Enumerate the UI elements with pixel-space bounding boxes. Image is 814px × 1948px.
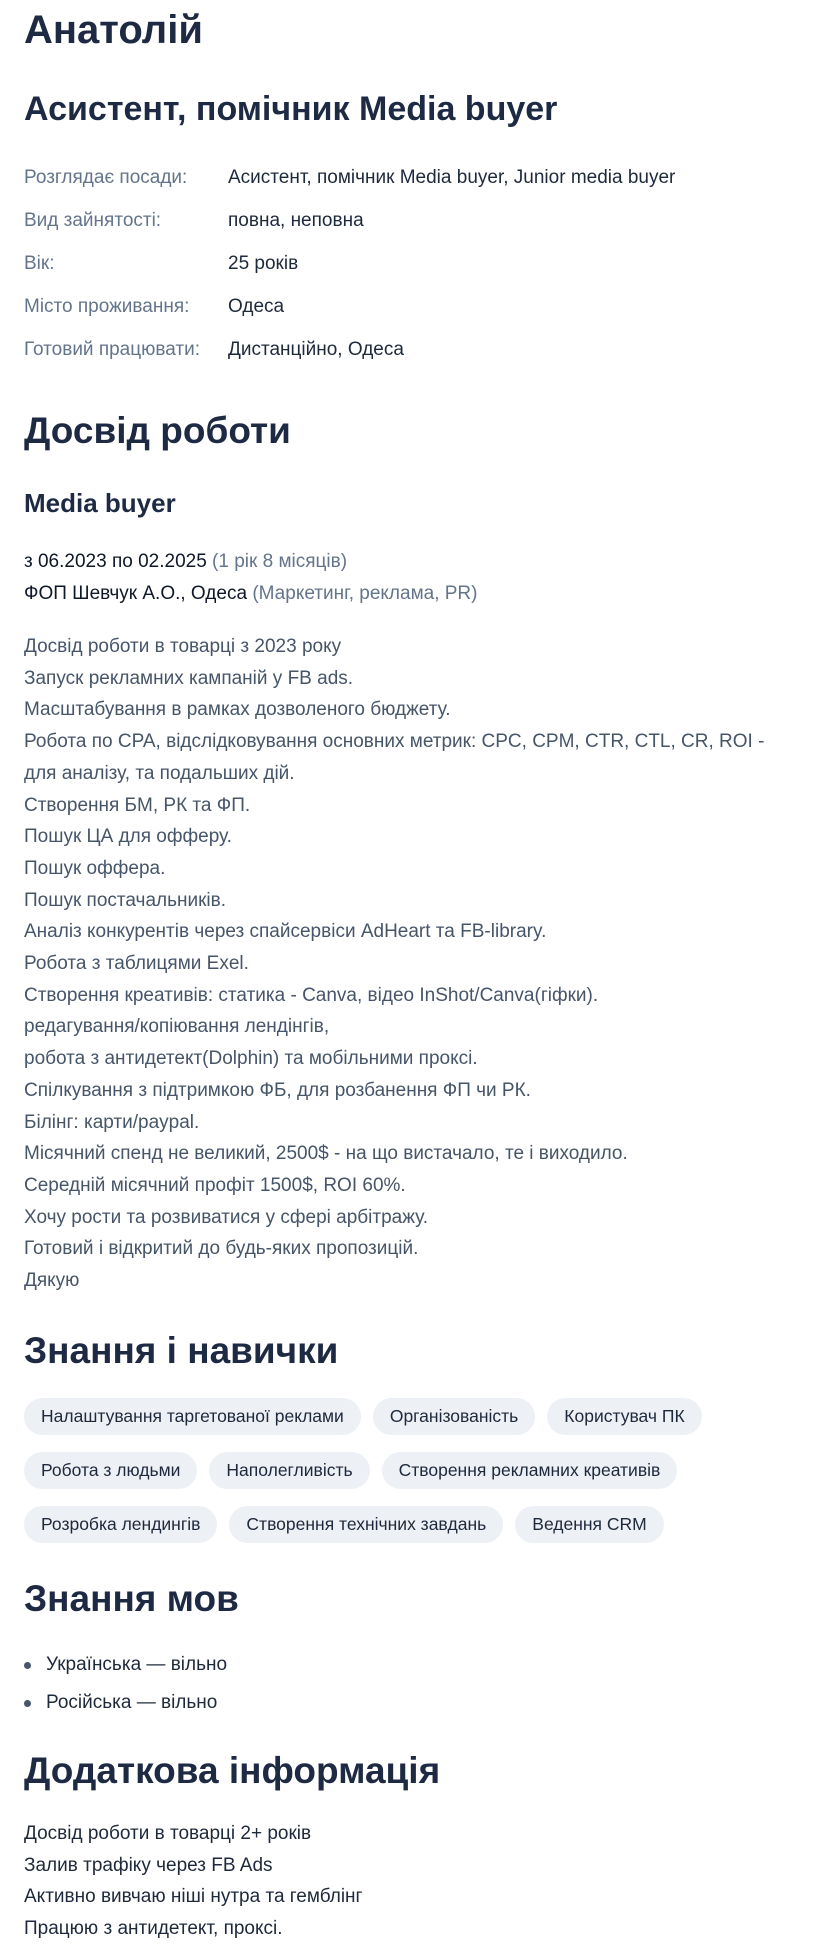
job-period: з 06.2023 по 02.2025 [24,551,207,572]
skill-chip: Організованість [373,1398,535,1435]
detail-label: Місто проживання: [24,295,190,317]
languages-heading: Знання мов [24,1578,239,1619]
detail-value: Асистент, помічник Media buyer, Junior media buyer [228,166,676,188]
description-line: Спілкування з підтримкою ФБ, для розбанення ФП чи РК. [24,1079,531,1101]
detail-row-employment [24,199,784,242]
experience-heading: Досвід роботи [24,410,291,451]
detail-row-ready-to-work [24,328,784,371]
additional-info-line: Працюю з антидетект, проксі. [24,1918,283,1940]
description-line: Робота з таблицями Exel. [24,953,249,975]
job-title: Media buyer [24,488,176,518]
additional-info-line: Активно вивчаю ніші нутра та гемблінг [24,1886,363,1908]
language-item [24,1646,227,1684]
detail-row-age [24,242,784,285]
candidate-details [24,156,784,371]
skill-chip: Розробка лендингів [24,1506,217,1543]
job-duration: (1 рік 8 місяців) [212,551,348,572]
description-line: Запуск рекламних кампаній у FB ads. [24,667,354,689]
detail-value: Дистанційно, Одеса [228,338,404,360]
description-line: Пошук оффера. [24,857,166,879]
skill-chip: Налаштування таргетованої реклами [24,1398,361,1435]
description-line: Масштабування в рамках дозволеного бюджету. [24,699,451,721]
detail-row-city [24,285,784,328]
description-line: Створення креативів: статика - Canva, відео InShot/Canva(гіфки). [24,984,599,1006]
detail-label: Вік: [24,252,55,274]
bullet-icon [24,1662,31,1669]
job-industry: (Маркетинг, реклама, PR) [252,583,478,604]
job-company: ФОП Шевчук А.О., Одеса [24,583,248,604]
job-company-line [24,578,477,610]
additional-info [24,1818,362,1945]
bullet-icon [24,1700,31,1707]
description-line: Хочу рости та розвиватися у сфері арбітражу. [24,1206,429,1228]
skills-heading: Знання і навички [24,1330,339,1371]
language-text: Російська — вільно [46,1692,218,1713]
job-period-line [24,546,477,578]
description-line: Пошук ЦА для офферу. [24,826,232,848]
skills-list [24,1398,794,1543]
detail-value: повна, неповна [228,209,364,231]
description-line: Готовий і відкритий до будь-яких пропозицій. [24,1238,419,1260]
detail-value: Одеса [228,295,285,317]
description-line: Створення БМ, РК та ФП. [24,794,251,816]
description-line: редагування/копіювання лендінгів, [24,1016,330,1038]
job-description [24,631,794,1297]
description-line: Пошук постачальників. [24,889,227,911]
additional-info-line: Досвід роботи в товарці 2+ років [24,1823,312,1844]
language-item [24,1684,227,1722]
skill-chip: Створення технічних завдань [229,1506,503,1543]
description-line: Досвід роботи в товарці з 2023 року [24,636,342,657]
description-line: Місячний спенд не великий, 2500$ - на що вистачало, те і виходило. [24,1143,628,1165]
description-line: Середній місячний профіт 1500$, ROI 60%. [24,1174,406,1196]
candidate-name: Анатолій [24,8,203,52]
detail-label: Готовий працювати: [24,338,201,360]
skill-chip: Створення рекламних креативів [382,1452,678,1489]
skill-chip: Робота з людьми [24,1452,197,1489]
description-line: Білінг: карти/paypal. [24,1111,200,1133]
skill-chip: Ведення CRM [515,1506,664,1543]
description-line: робота з антидетект(Dolphin) та мобільними проксі. [24,1048,478,1070]
detail-row-positions [24,156,784,199]
skill-chip: Користувач ПК [547,1398,701,1435]
skill-chip: Наполегливість [209,1452,369,1489]
description-line: Дякую [24,1270,80,1292]
job-meta [24,546,477,610]
detail-label: Розглядає посади: [24,166,188,188]
detail-label: Вид зайнятості: [24,209,162,231]
description-line: Аналіз конкурентів через спайсервіси AdHeart та FB-library. [24,921,547,943]
language-text: Українська — вільно [46,1654,228,1675]
desired-position: Асистент, помічник Media buyer [24,90,558,128]
additional-info-heading: Додаткова інформація [24,1750,441,1791]
languages-list [24,1646,227,1722]
additional-info-line: Залив трафіку через FB Ads [24,1854,273,1876]
detail-value: 25 років [228,252,299,274]
description-line: Робота по CPA, відслідковування основних метрик: CPC, CPM, CTR, CTL, CR, ROI - для аналізу, та подальших дій. [24,731,765,784]
